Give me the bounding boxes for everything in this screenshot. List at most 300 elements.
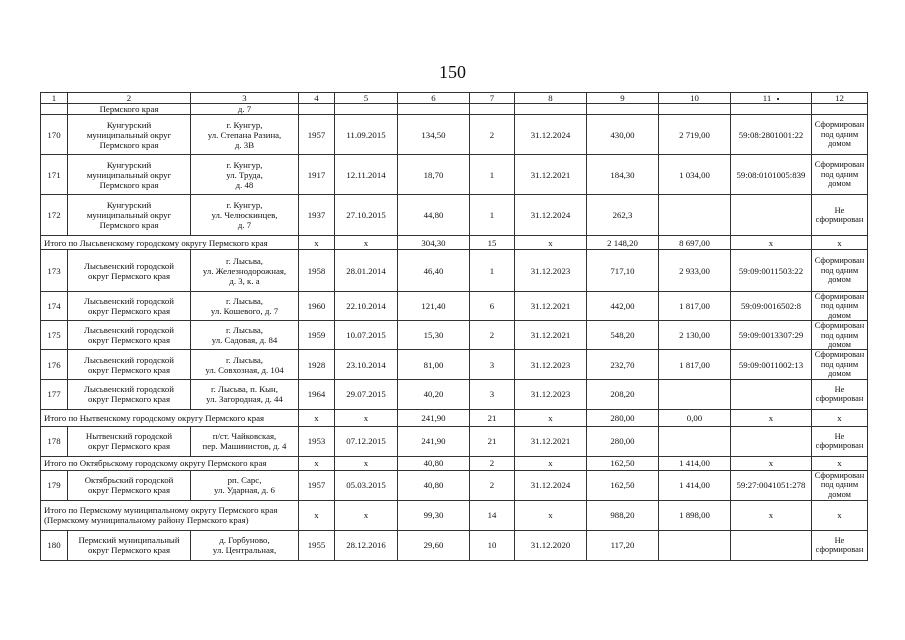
cell-land-area-text: 442,00 (610, 301, 635, 312)
cell-land-area-text: 184,30 (610, 169, 635, 180)
cell-number-text: 179 (47, 480, 61, 491)
subtotal-area: 99,30 (398, 500, 470, 530)
cell-address-text: г. Лысьва, ул. Кошевого, д. 7 (210, 296, 279, 317)
cell-cost (659, 350, 731, 379)
column-number: 2 (68, 93, 191, 104)
cell-number-text: 178 (47, 436, 61, 447)
cell-date-text: 23.10.2014 (346, 359, 386, 370)
cell-municipality-text: Лысьвенский городской округ Пермского края (84, 325, 174, 346)
cell-area-text: 29,60 (423, 540, 444, 551)
cell-people-text: 2 (489, 480, 495, 491)
cell-cost (659, 321, 731, 350)
cell-cadastral-number (731, 115, 812, 155)
cell-cost (659, 250, 731, 292)
cell-cadastral-number-text: 59:08:2801001:22 (738, 129, 804, 140)
cell-status (812, 115, 868, 155)
cell-date (335, 155, 398, 195)
cell-municipality (68, 292, 191, 321)
cell-people (470, 379, 515, 409)
cell-cost (659, 292, 731, 321)
cell-year (299, 115, 335, 155)
cell-land-area (587, 250, 659, 292)
cell-year-text: 1953 (307, 436, 326, 447)
cell-deadline (515, 250, 587, 292)
cell-municipality (68, 530, 191, 560)
cell-number (41, 530, 68, 560)
scan-dot-mark (777, 98, 779, 100)
cell-address (191, 250, 299, 292)
cell-deadline-text: 31.12.2021 (530, 169, 571, 180)
cell-cost-text: 2 933,00 (679, 265, 710, 276)
subtotal-land-area: 988,20 (587, 500, 659, 530)
cell-date (335, 292, 398, 321)
cell-year-text: 1937 (307, 210, 326, 220)
column-number: 8 (515, 93, 587, 104)
cell-cost-text: 1 817,00 (679, 301, 710, 312)
cell-people-text: 1 (489, 169, 495, 180)
cell-people-text: 2 (489, 330, 495, 341)
cell-status-text: Не сформирован (815, 384, 864, 404)
cell-land-area (587, 155, 659, 195)
subtotal-status: х (812, 236, 868, 250)
cell-area-text: 40,80 (423, 480, 444, 491)
cell-deadline-text: 31.12.2024 (530, 210, 571, 220)
subtotal-year: х (299, 456, 335, 470)
cell-people (470, 470, 515, 500)
cell-deadline (515, 379, 587, 409)
cell-area-text: 81,00 (423, 359, 444, 370)
cell-land-area (587, 195, 659, 236)
cell-address (191, 350, 299, 379)
cell-cost (659, 155, 731, 195)
cell-municipality (68, 426, 191, 456)
subtotal-label: Итого по Октябрьскому городскому округу Пермского края (41, 456, 299, 470)
cell-address (191, 379, 299, 409)
cell-people-text: 1 (489, 265, 495, 276)
cell-status-text: Не сформирован (815, 535, 864, 555)
cell-number (41, 426, 68, 456)
column-number: 9 (587, 93, 659, 104)
subtotal-label: Итого по Лысьвенскому городскому округу Пермского края (41, 236, 299, 250)
cell-deadline (515, 115, 587, 155)
cell-year (299, 530, 335, 560)
cell-cadastral-number (731, 426, 812, 456)
cell-empty (470, 104, 515, 115)
subtotal-people: 15 (470, 236, 515, 250)
subtotal-row (41, 236, 868, 250)
cell-municipality (68, 115, 191, 155)
cell-people-text: 2 (489, 129, 495, 140)
cell-year-text: 1959 (307, 330, 326, 341)
cell-area (398, 379, 470, 409)
cell-municipality-text: Пермский муниципальный округ Пермского края (78, 535, 180, 556)
cell-empty (515, 104, 587, 115)
cell-status-text: Сформирован под одним домом (814, 120, 865, 149)
cell-land-area-text: 717,10 (610, 265, 635, 276)
cell-area-text: 15,30 (423, 330, 444, 341)
cell-area (398, 350, 470, 379)
column-number: 11 (731, 93, 812, 104)
cell-cadastral-number-text: 59:08:0101005:839 (736, 169, 806, 180)
cell-date (335, 470, 398, 500)
subtotal-area: 40,80 (398, 456, 470, 470)
cell-date-text: 22.10.2014 (346, 301, 386, 312)
cell-number-text: 175 (47, 330, 61, 341)
cell-municipality-text: Кунгурский муниципальный округ Пермского края (86, 119, 172, 150)
cell-deadline (515, 426, 587, 456)
cell-year (299, 250, 335, 292)
cell-year-text: 1958 (307, 265, 326, 276)
cell-date-text: 29.07.2015 (346, 389, 386, 400)
house-row (41, 530, 868, 560)
cell-status (812, 379, 868, 409)
cell-status-text: Сформирован под одним домом (814, 350, 865, 379)
house-row (41, 250, 868, 292)
cell-people (470, 115, 515, 155)
cell-date (335, 195, 398, 236)
cell-year (299, 155, 335, 195)
register-table (40, 92, 868, 561)
cell-land-area (587, 321, 659, 350)
subtotal-label: Итого по Нытвенскому городскому округу Пермского края (41, 409, 299, 426)
cell-address (191, 470, 299, 500)
house-row (41, 321, 868, 350)
cell-cost (659, 115, 731, 155)
cell-land-area-text: 548,20 (610, 330, 635, 341)
house-row (41, 350, 868, 379)
cell-cadastral-number-text: 59:09:0016502:8 (740, 301, 802, 312)
cell-number (41, 292, 68, 321)
cell-status-text: Сформирован под одним домом (814, 292, 865, 320)
subtotal-cost: 1 898,00 (659, 500, 731, 530)
cell-area (398, 292, 470, 321)
subtotal-cadastral-number: х (731, 236, 812, 250)
cell-empty (335, 104, 398, 115)
cell-deadline (515, 292, 587, 321)
cell-land-area-text: 162,50 (610, 480, 635, 491)
column-number: 4 (299, 93, 335, 104)
cell-cadastral-number (731, 155, 812, 195)
cell-date (335, 530, 398, 560)
cell-land-area (587, 350, 659, 379)
cell-empty (587, 104, 659, 115)
subtotal-land-area: 280,00 (587, 409, 659, 426)
cell-date-text: 28.12.2016 (346, 540, 386, 551)
page-number: 150 (439, 62, 466, 82)
cell-year (299, 350, 335, 379)
cell-area-text: 40,20 (423, 389, 444, 400)
cell-municipality (68, 250, 191, 292)
cell-people (470, 155, 515, 195)
house-row (41, 379, 868, 409)
house-row (41, 292, 868, 321)
cell-area-text: 46,40 (423, 265, 444, 276)
subtotal-status: х (812, 409, 868, 426)
cell-deadline (515, 470, 587, 500)
cell-cost (659, 470, 731, 500)
cell-status-text: Не сформирован (815, 205, 864, 224)
cell-municipality-text: Лысьвенский городской округ Пермского края (84, 354, 174, 375)
cell-status-text: Сформирован под одним домом (814, 256, 865, 285)
cell-date (335, 321, 398, 350)
cell-year-text: 1957 (307, 129, 326, 140)
cell-land-area (587, 530, 659, 560)
column-number: 12 (812, 93, 868, 104)
cell-date (335, 115, 398, 155)
cell-cost-text: 2 130,00 (679, 330, 710, 341)
cell-cost (659, 530, 731, 560)
cell-area (398, 470, 470, 500)
subtotal-area: 241,90 (398, 409, 470, 426)
subtotal-status: х (812, 456, 868, 470)
cell-cadastral-number (731, 250, 812, 292)
cell-number-text: 173 (47, 265, 61, 276)
cell-cadastral-number-text: 59:27:0041051:278 (736, 480, 806, 491)
continuation-row (41, 104, 868, 115)
subtotal-cost: 8 697,00 (659, 236, 731, 250)
cell-deadline-text: 31.12.2023 (530, 265, 571, 276)
subtotal-land-area: 2 148,20 (587, 236, 659, 250)
cell-address (191, 195, 299, 236)
subtotal-deadline: х (515, 236, 587, 250)
cell-year-text: 1957 (307, 480, 326, 491)
cell-date-text: 28.01.2014 (346, 265, 386, 276)
column-number: 1 (41, 93, 68, 104)
cell-status (812, 292, 868, 321)
cell-area (398, 195, 470, 236)
cell-number-text: 171 (47, 169, 61, 180)
cell-date-text: 10.07.2015 (346, 330, 386, 341)
cell-municipality-text: Октябрьский городской округ Пермского края (84, 475, 174, 496)
cell-address-text: г. Кунгур, ул. Степана Разина, д. 3В (207, 119, 282, 150)
subtotal-deadline: х (515, 500, 587, 530)
cell-people-text: 3 (489, 359, 495, 370)
cell-address-text: г. Лысьва, ул. Садовая, д. 84 (211, 325, 278, 346)
cell-address-text: г. Лысьва, ул. Совхозная, д. 104 (205, 354, 284, 375)
cell-year (299, 321, 335, 350)
subtotal-row (41, 456, 868, 470)
cell-deadline (515, 530, 587, 560)
subtotal-year: х (299, 409, 335, 426)
house-row (41, 470, 868, 500)
cell-deadline (515, 350, 587, 379)
cell-year (299, 379, 335, 409)
subtotal-deadline: х (515, 409, 587, 426)
cell-number (41, 195, 68, 236)
cell-address-text: п/ст. Чайковская, пер. Машинистов, д. 4 (202, 431, 287, 452)
cell-address-text: г. Лысьва, п. Кын, ул. Загородная, д. 44 (206, 384, 283, 405)
cell-date (335, 426, 398, 456)
subtotal-date: х (335, 236, 398, 250)
cell-year-text: 1964 (307, 389, 326, 400)
cell-empty (731, 104, 812, 115)
column-number: 3 (191, 93, 299, 104)
cell-address (191, 292, 299, 321)
cell-cost-text: 1 034,00 (679, 169, 710, 180)
subtotal-people: 14 (470, 500, 515, 530)
cell-area (398, 321, 470, 350)
cell-people-text: 6 (489, 301, 495, 312)
cell-status (812, 155, 868, 195)
cell-municipality (68, 379, 191, 409)
cell-municipality-text: Кунгурский муниципальный округ Пермского края (86, 200, 172, 230)
cell-status-text: Сформирован под одним домом (814, 321, 865, 350)
cell-year-text: 1917 (307, 169, 326, 180)
cell-status (812, 321, 868, 350)
cell-people (470, 292, 515, 321)
cell-address (191, 426, 299, 456)
cell-status (812, 250, 868, 292)
cell-land-area (587, 426, 659, 456)
cell-number (41, 379, 68, 409)
cell-deadline-text: 31.12.2024 (530, 129, 571, 140)
cell-deadline (515, 155, 587, 195)
cell-people-text: 10 (487, 540, 497, 551)
subtotal-date: х (335, 456, 398, 470)
cell-status (812, 350, 868, 379)
cell-area-text: 241,90 (421, 436, 446, 447)
cell-deadline-text: 31.12.2021 (530, 436, 571, 447)
cell-area-text: 134,50 (421, 129, 446, 140)
cell-number-text: 170 (47, 129, 61, 140)
cell-number-text: 177 (47, 389, 61, 400)
cell-address-text: г. Кунгур, ул. Челюскинцев, д. 7 (211, 200, 278, 230)
cell-date-text: 12.11.2014 (346, 169, 386, 180)
cell-number (41, 470, 68, 500)
subtotal-label: Итого по Пермскому муниципальному округу Пермского края (Пермскому муниципальному району Пермского края) (41, 500, 299, 530)
cell-land-area-text: 208,20 (610, 389, 635, 400)
cell-status (812, 470, 868, 500)
cell-area (398, 155, 470, 195)
cell-deadline-text: 31.12.2021 (530, 330, 571, 341)
house-row (41, 155, 868, 195)
subtotal-cadastral-number: х (731, 500, 812, 530)
cell-date (335, 250, 398, 292)
cell-municipality (68, 350, 191, 379)
house-row (41, 115, 868, 155)
cell-empty (299, 104, 335, 115)
cell-cadastral-number (731, 321, 812, 350)
cell-land-area-text: 262,3 (612, 210, 633, 220)
cell-people (470, 530, 515, 560)
cell-deadline-text: 31.12.2020 (530, 540, 571, 551)
cell-land-area (587, 470, 659, 500)
cell-address-text: рп. Сарс, ул. Ударная, д. 6 (214, 475, 275, 496)
subtotal-year: х (299, 236, 335, 250)
cell-date-text: 05.03.2015 (346, 480, 386, 491)
cell-municipality-text: Нытвенский городской округ Пермского края (85, 431, 173, 452)
cell-year-text: 1955 (307, 540, 326, 551)
cell-cost (659, 426, 731, 456)
cell-land-area-text: 280,00 (610, 436, 635, 447)
cell-status-text: Не сформирован (815, 431, 864, 451)
cell-cost (659, 379, 731, 409)
cell-municipality-text: Кунгурский муниципальный округ Пермского края (86, 159, 172, 190)
subtotal-date: х (335, 409, 398, 426)
subtotal-deadline: х (515, 456, 587, 470)
cell-municipality: Пермского края (68, 104, 191, 115)
cell-address-text: г. Лысьва, ул. Железнодорожная, д. 3, к. а (202, 255, 287, 286)
cell-year-text: 1928 (307, 359, 326, 370)
cell-deadline-text: 31.12.2024 (530, 480, 571, 491)
cell-year (299, 426, 335, 456)
cell-deadline-text: 31.12.2021 (530, 301, 571, 312)
cell-area (398, 250, 470, 292)
cell-cost-text: 2 719,00 (679, 129, 710, 140)
subtotal-cost: 0,00 (659, 409, 731, 426)
cell-cost (659, 195, 731, 236)
cell-number (41, 155, 68, 195)
cell-people (470, 195, 515, 236)
cell-status-text: Сформирован под одним домом (814, 471, 865, 499)
cell-status (812, 195, 868, 236)
cell-land-area-text: 430,00 (610, 129, 635, 140)
cell-people (470, 321, 515, 350)
cell-year (299, 292, 335, 321)
subtotal-cadastral-number: х (731, 456, 812, 470)
cell-cadastral-number (731, 350, 812, 379)
house-row (41, 426, 868, 456)
cell-area-text: 44,80 (423, 210, 444, 220)
column-number: 6 (398, 93, 470, 104)
cell-deadline (515, 195, 587, 236)
cell-deadline (515, 321, 587, 350)
cell-municipality-text: Лысьвенский городской округ Пермского края (84, 384, 174, 405)
cell-number-text: 180 (47, 540, 61, 551)
cell-cadastral-number-text: 59:09:0011503:22 (738, 265, 804, 276)
cell-cadastral-number (731, 292, 812, 321)
cell-status (812, 530, 868, 560)
cell-number (41, 350, 68, 379)
subtotal-cadastral-number: х (731, 409, 812, 426)
cell-area (398, 530, 470, 560)
subtotal-row (41, 500, 868, 530)
cell-number-text: 174 (47, 301, 61, 312)
subtotal-land-area: 162,50 (587, 456, 659, 470)
cell-cost-text: 1 414,00 (679, 480, 710, 491)
column-number: 7 (470, 93, 515, 104)
subtotal-status: х (812, 500, 868, 530)
column-number-row (41, 93, 868, 104)
cell-deadline-text: 31.12.2023 (530, 359, 571, 370)
cell-date-text: 07.12.2015 (346, 436, 386, 447)
cell-area (398, 115, 470, 155)
cell-number-text: 176 (47, 359, 61, 370)
cell-people-text: 21 (487, 436, 497, 447)
cell-year-text: 1960 (307, 301, 326, 312)
subtotal-people: 2 (470, 456, 515, 470)
cell-address (191, 321, 299, 350)
cell-people-text: 1 (489, 210, 495, 220)
column-number: 10 (659, 93, 731, 104)
cell-municipality (68, 470, 191, 500)
cell-address (191, 530, 299, 560)
cell-area (398, 426, 470, 456)
cell-number-text: 172 (47, 210, 61, 220)
cell-land-area (587, 379, 659, 409)
cell-people-text: 3 (489, 389, 495, 400)
cell-cadastral-number-text: 59:09:0011002:13 (738, 359, 804, 370)
cell-municipality (68, 195, 191, 236)
cell-address (191, 155, 299, 195)
cell-status-text: Сформирован под одним домом (814, 160, 865, 189)
cell-people (470, 350, 515, 379)
cell-land-area-text: 232,70 (610, 359, 635, 370)
cell-number (41, 321, 68, 350)
cell-land-area (587, 292, 659, 321)
cell-address: д. 7 (191, 104, 299, 115)
column-number: 5 (335, 93, 398, 104)
